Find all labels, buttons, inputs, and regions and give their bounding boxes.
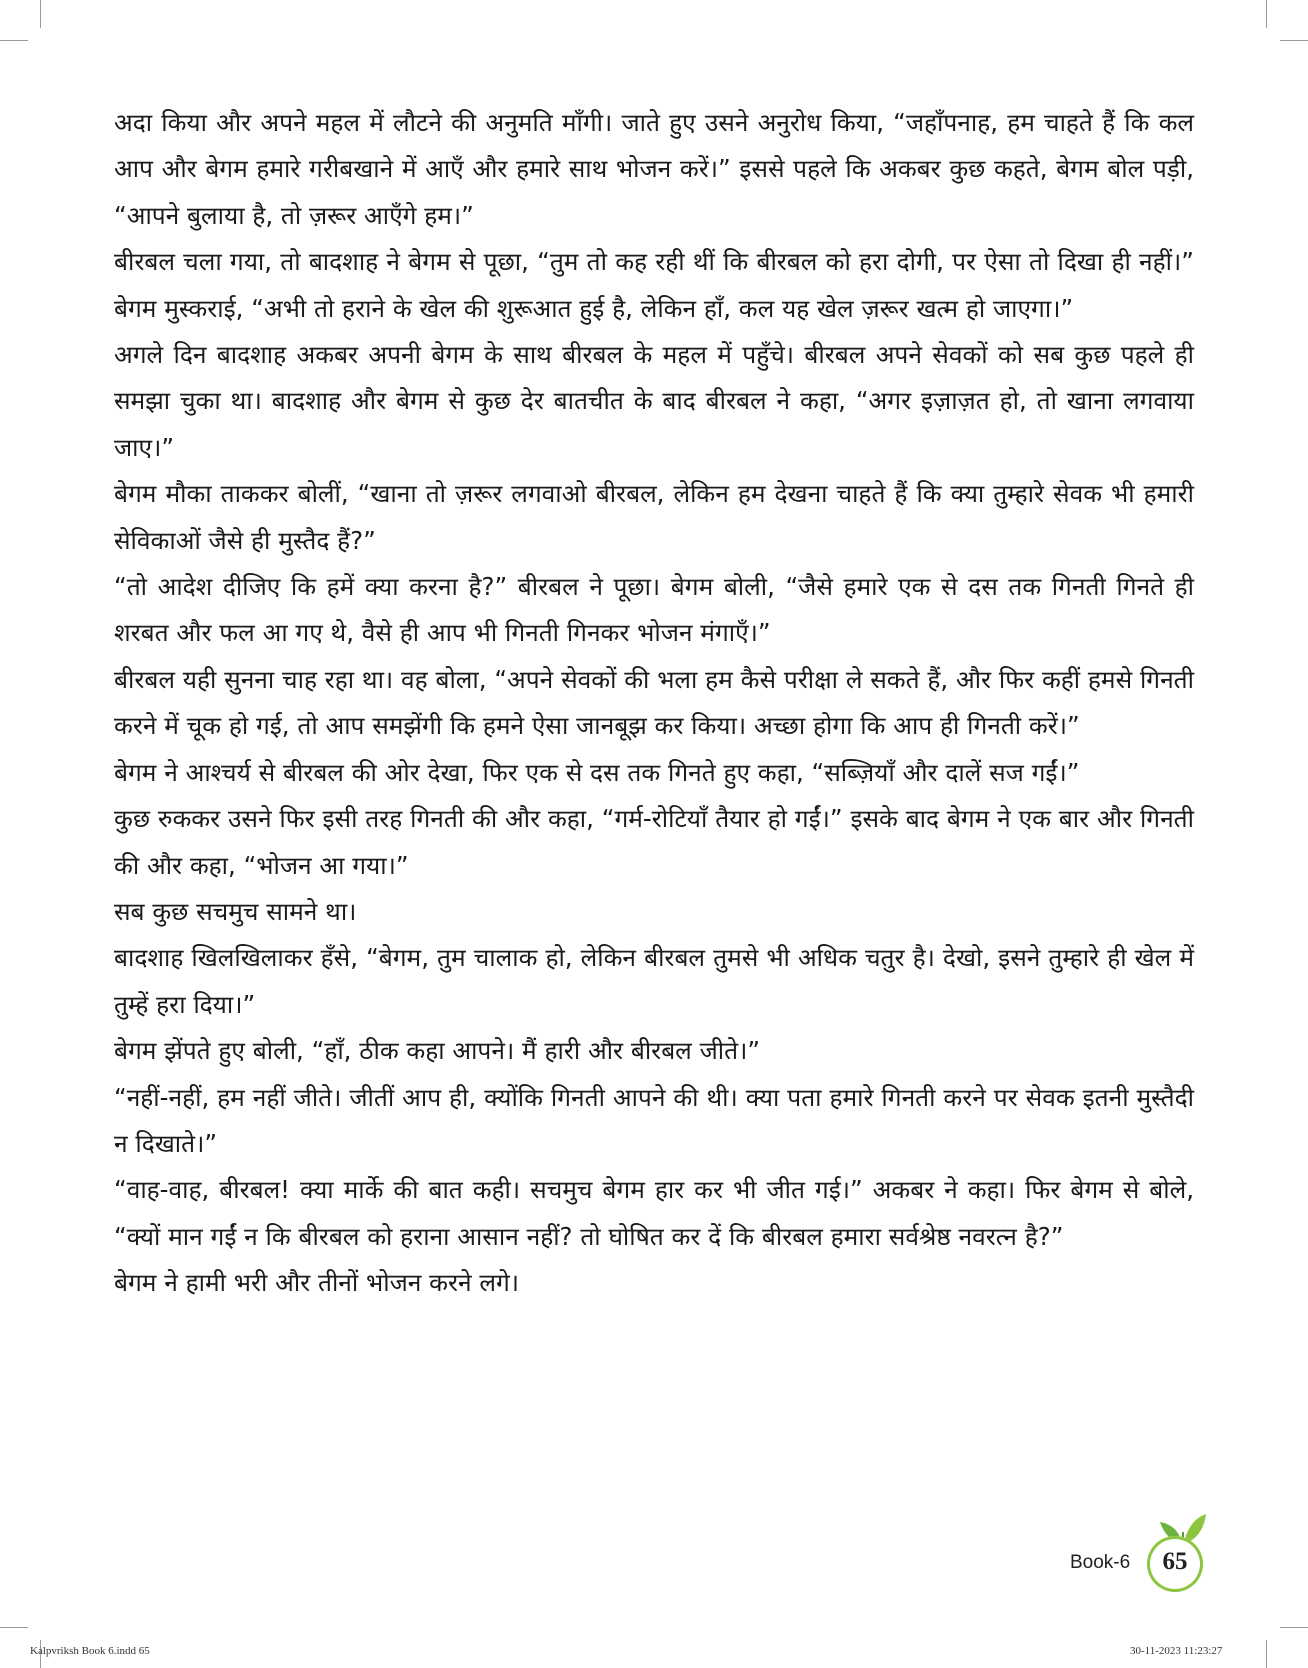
story-body [114, 100, 1194, 1307]
story-paragraph: बेगम झेंपते हुए बोली, “हाँ, ठीक कहा आपने। मैं हारी और बीरबल जीते।” [114, 1036, 761, 1066]
book-label: Book-6 [1070, 1552, 1131, 1573]
crop-mark [1266, 0, 1267, 28]
story-paragraph: “वाह-वाह, बीरबल! क्या मार्के की बात कही। सचमुच बेगम हार कर भी जीत गई।” अकबर ने कहा। फिर बेगम से बोले, “क्यों मान गईं न कि बीरबल को हराना आसान नहीं? तो घोषित कर दें कि बीरबल हमारा सर्वश्रेष्ठ नवरत्न है?” [114, 1175, 1194, 1251]
page-folio [1050, 1510, 1220, 1590]
story-paragraph: बेगम मौका ताककर बोलीं, “खाना तो ज़रूर लगवाओ बीरबल, लेकिन हम देखना चाहते हैं कि क्या तुम्हारे सेवक भी हमारी सेविकाओं जैसे ही मुस्तैद हैं?” [114, 479, 1194, 555]
crop-mark [1266, 1640, 1267, 1668]
page-number: 65 [1162, 1548, 1188, 1575]
story-paragraph: अदा किया और अपने महल में लौटने की अनुमति माँगी। जाते हुए उसने अनुरोध किया, “जहाँपनाह, हम चाहते हैं कि कल आप और बेगम हमारे गरीबखाने में आएँ और हमारे साथ भोजन करें।” इससे पहले कि अकबर कुछ कहते, बेगम बोल पड़ी, “आपने बुलाया है, तो ज़रूर आएँगे हम।” [114, 108, 1194, 230]
story-paragraph: अगले दिन बादशाह अकबर अपनी बेगम के साथ बीरबल के महल में पहुँचे। बीरबल अपने सेवकों को सब कुछ पहले ही समझा चुका था। बादशाह और बेगम से कुछ देर बातचीत के बाद बीरबल ने कहा, “अगर इज़ाज़त हो, तो खाना लगवाया जाए।” [114, 340, 1194, 462]
crop-mark [0, 40, 28, 41]
story-paragraph: सब कुछ सचमुच सामने था। [114, 896, 357, 926]
story-paragraph: कुछ रुककर उसने फिर इसी तरह गिनती की और कहा, “गर्म-रोटियाँ तैयार हो गईं।” इसके बाद बेगम ने एक बार और गिनती की और कहा, “भोजन आ गया।” [114, 804, 1194, 880]
crop-mark [0, 1627, 28, 1628]
story-paragraph: “तो आदेश दीजिए कि हमें क्या करना है?” बीरबल ने पूछा। बेगम बोली, “जैसे हमारे एक से दस तक गिनती गिनते ही शरबत और फल आ गए थे, वैसे ही आप भी गिनती गिनकर भोजन मंगाएँ।” [114, 572, 1194, 648]
crop-mark [40, 0, 41, 28]
story-paragraph: बेगम ने हामी भरी और तीनों भोजन करने लगे। [114, 1268, 520, 1298]
story-paragraph: बेगम ने आश्चर्य से बीरबल की ओर देखा, फिर एक से दस तक गिनते हुए कहा, “सब्ज़ियाँ और दालें सज गईं।” [114, 757, 1080, 787]
story-paragraph: बीरबल यही सुनना चाह रहा था। वह बोला, “अपने सेवकों की भला हम कैसे परीक्षा ले सकते हैं, और फिर कहीं हमसे गिनती करने में चूक हो गई, तो आप समझेंगी कि हमने ऐसा जानबूझ कर किया। अच्छा होगा कि आप ही गिनती करें।” [114, 664, 1194, 741]
story-paragraph: बादशाह खिलखिलाकर हँसे, “बेगम, तुम चालाक हो, लेकिन बीरबल तुमसे भी अधिक चतुर है। देखो, इसने तुम्हारे ही खेल में तुम्हें हरा दिया।” [114, 943, 1194, 1019]
story-paragraph: “नहीं-नहीं, हम नहीं जीते। जीतीं आप ही, क्योंकि गिनती आपने की थी। क्या पता हमारे गिनती करने पर सेवक इतनी मुस्तैदी न दिखाते।” [114, 1082, 1194, 1158]
story-paragraph: बीरबल चला गया, तो बादशाह ने बेगम से पूछा, “तुम तो कह रही थीं कि बीरबल को हरा दोगी, पर ऐसा तो दिखा ही नहीं।” बेगम मुस्कराई, “अभी तो हराने के खेल की शुरूआत हुई है, लेकिन हाँ, कल यह खेल ज़रूर खत्म हो जाएगा।” [114, 247, 1194, 323]
print-timestamp: 30-11-2023 11:23:27 [1130, 1645, 1223, 1657]
crop-mark [1280, 1627, 1308, 1628]
crop-mark [1280, 40, 1308, 41]
file-slug: Kalpvriksh Book 6.indd 65 [30, 1645, 150, 1657]
